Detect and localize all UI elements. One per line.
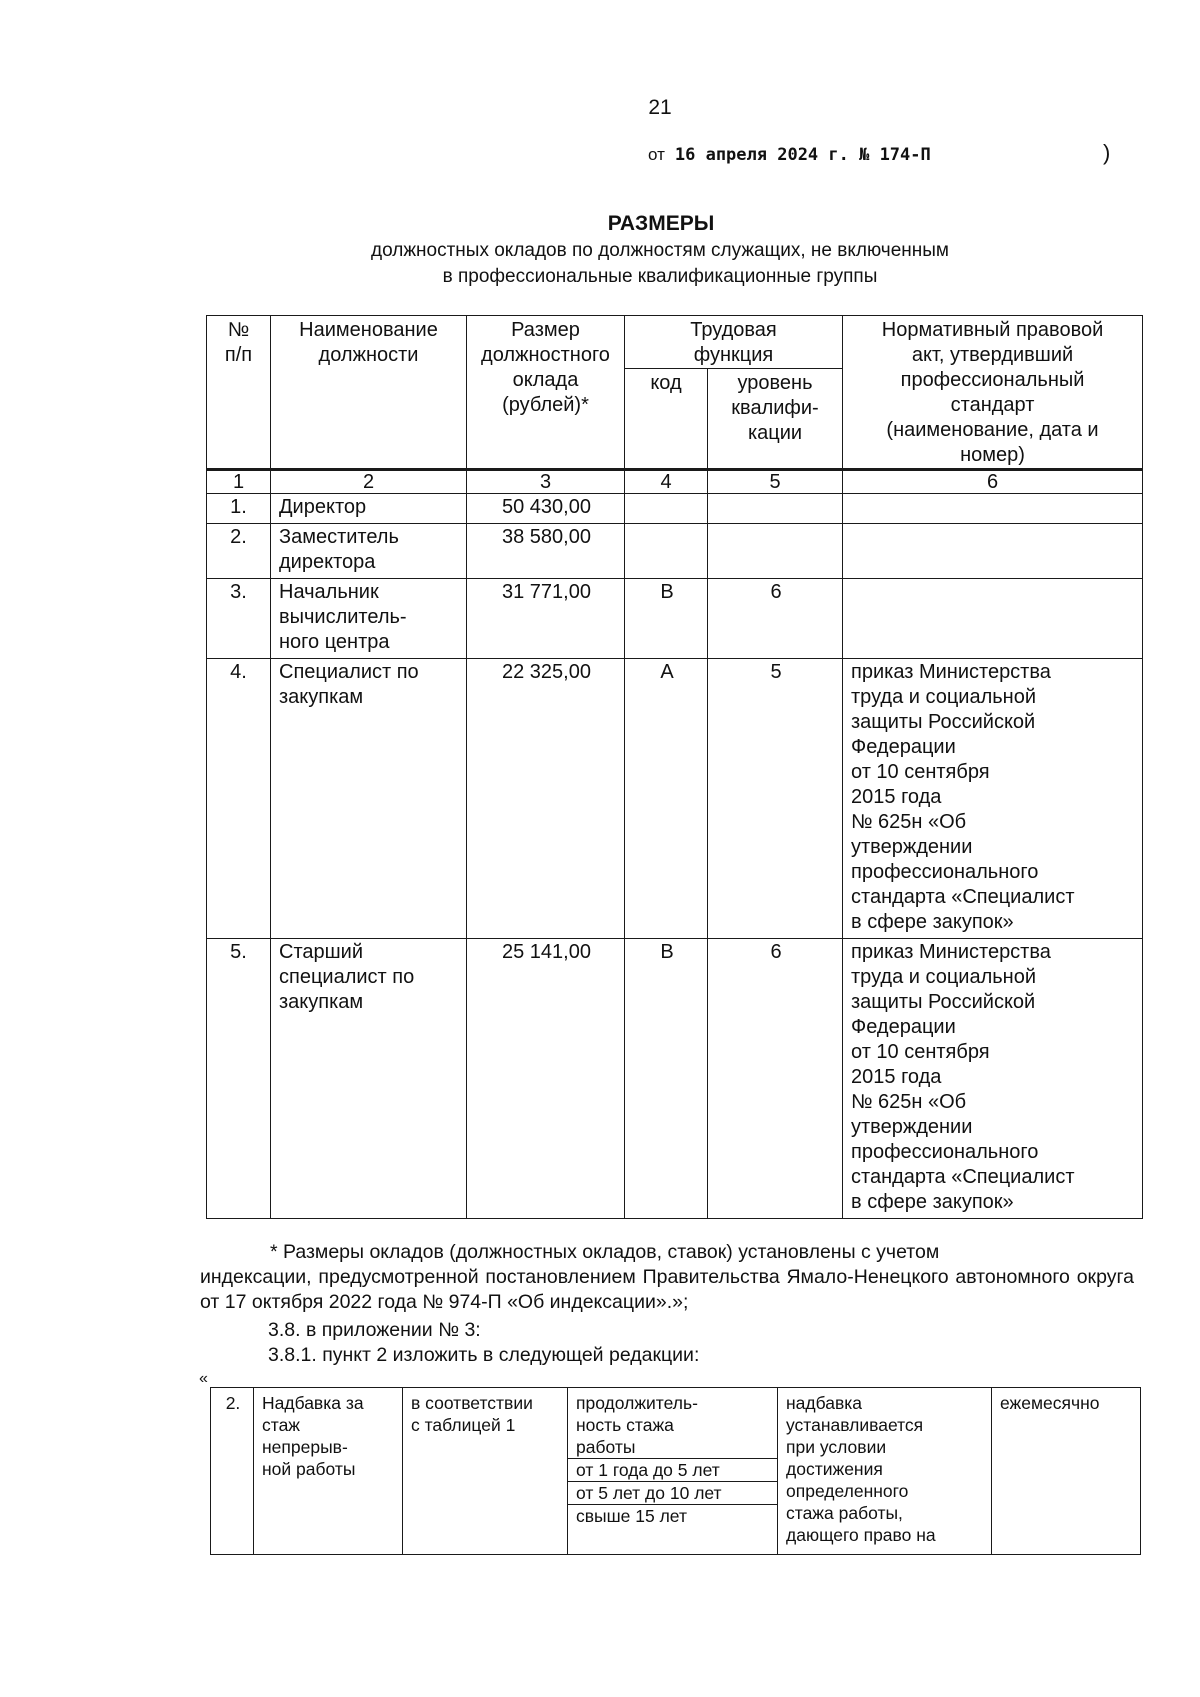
cell-line: профессионального [851, 861, 1039, 883]
row-code: А [625, 659, 708, 939]
header-text: Наименование [299, 319, 438, 341]
cell-line: ного центра [279, 631, 390, 653]
header-text: Трудовая [690, 319, 777, 341]
cell-line: стажа работы, [786, 1503, 903, 1523]
row-level: 6 [708, 939, 843, 1219]
allowance-frequency: ежемесячно [992, 1388, 1141, 1555]
cell-line: стандарта «Специалист [851, 886, 1075, 908]
header-code [625, 369, 708, 470]
cell-line: труда и социальной [851, 966, 1037, 988]
column-number-row [207, 470, 1143, 494]
cell-line: приказ Министерства [851, 941, 1051, 963]
cell-line: приказ Министерства [851, 661, 1051, 683]
cell-line: утверждении [851, 836, 973, 858]
row-act [843, 524, 1143, 579]
cell-line: при условии [786, 1437, 887, 1457]
row-num: 4. [207, 659, 271, 939]
closing-paren: ) [1103, 140, 1111, 165]
header-salary [467, 316, 625, 470]
cell-line: защиты Российской [851, 991, 1036, 1013]
cell-line: от 10 сентября [851, 761, 990, 783]
row-salary: 25 141,00 [467, 939, 625, 1219]
clause-3-8-1: 3.8.1. пункт 2 изложить в следующей редакции: [268, 1344, 700, 1366]
duration-range: от 5 лет до 10 лет [568, 1481, 777, 1504]
row-level [708, 524, 843, 579]
column-number: 4 [625, 470, 708, 494]
cell-line: определенного [786, 1481, 909, 1501]
document-title: РАЗМЕРЫ [607, 212, 715, 235]
header-text: должности [318, 344, 419, 366]
header-function [625, 316, 843, 369]
order-prefix: от [648, 145, 665, 164]
cell-line: в сфере закупок» [851, 1191, 1014, 1213]
row-num: 5. [207, 939, 271, 1219]
header-text: п/п [224, 344, 253, 366]
cell-line: с таблицей 1 [411, 1415, 516, 1435]
footnote-line: автономного округа от 17 октября 2022 года № 974-П «Об индексации».»; [200, 1266, 1134, 1313]
cell-line: стаж [262, 1415, 301, 1435]
column-number: 5 [708, 470, 843, 494]
cell-line: Начальник [279, 581, 379, 603]
header-text: стандарт [950, 394, 1035, 416]
header-text: номер) [960, 444, 1025, 466]
header-text: кации [747, 422, 803, 444]
header-text: оклада [512, 369, 579, 391]
row-num: 3. [207, 579, 271, 659]
row-num: 2. [207, 524, 271, 579]
header-text: Размер [511, 319, 580, 341]
footnote-line: индексации, предусмотренной постановлением Правительства Ямало-Ненецкого [200, 1266, 949, 1288]
row-level: 5 [708, 659, 843, 939]
table-row [207, 659, 1143, 939]
allowance-basis [403, 1388, 568, 1555]
clause-3-8: 3.8. в приложении № 3: [268, 1319, 481, 1341]
row-position [271, 659, 467, 939]
cell-line: стандарта «Специалист [851, 1166, 1075, 1188]
cell-line: вычислитель- [279, 606, 407, 628]
order-number: 16 апреля 2024 г. № 174-П [674, 145, 931, 165]
cell-line: Старший [279, 941, 364, 963]
header-act [843, 316, 1143, 470]
header-text: должностного [481, 344, 610, 366]
cell-line: от 10 сентября [851, 1041, 990, 1063]
cell-line: закупкам [279, 991, 364, 1013]
cell-line: труда и социальной [851, 686, 1037, 708]
cell-line: достижения [786, 1459, 883, 1479]
table-header-row [207, 316, 1143, 369]
cell-line: Федерации [851, 1016, 956, 1038]
row-act [843, 659, 1143, 939]
cell-line: ной работы [262, 1459, 356, 1479]
table-row [207, 524, 1143, 579]
cell-line: непрерыв- [262, 1437, 348, 1457]
header-level [708, 369, 843, 470]
header-text: уровень [737, 372, 813, 394]
document-subtitle [0, 238, 1200, 290]
header-name [271, 316, 467, 470]
cell-line: продолжитель- [576, 1393, 698, 1413]
header-text: акт, утвердивший [911, 344, 1074, 366]
cell-line: Заместитель [279, 526, 399, 548]
cell-line: дающего право на [786, 1525, 936, 1545]
row-code: В [625, 939, 708, 1219]
table-row [207, 939, 1143, 1219]
row-code: В [625, 579, 708, 659]
duration-range: свыше 15 лет [568, 1504, 777, 1527]
cell-line: в соответствии [411, 1393, 533, 1413]
footnote-line: * Размеры окладов (должностных окладов, ставок) установлены с учетом [270, 1241, 940, 1263]
column-number: 2 [271, 470, 467, 494]
cell-line: Директор [279, 496, 367, 518]
cell-line: Надбавка за [262, 1393, 364, 1413]
row-position [271, 494, 467, 524]
header-num [207, 316, 271, 470]
header-text: профессиональный [900, 369, 1085, 391]
cell-line: № 625н «Об [851, 1091, 967, 1113]
column-number: 3 [467, 470, 625, 494]
row-act [843, 494, 1143, 524]
salary-table [206, 315, 1143, 1219]
row-salary: 50 430,00 [467, 494, 625, 524]
header-text: квалифи- [731, 397, 819, 419]
table-row [207, 494, 1143, 524]
row-level [708, 494, 843, 524]
row-position [271, 579, 467, 659]
row-num: 1. [207, 494, 271, 524]
cell-line: надбавка [786, 1393, 863, 1413]
row-act [843, 939, 1143, 1219]
row-code [625, 494, 708, 524]
cell-line: № 625н «Об [851, 811, 967, 833]
cell-line: директора [279, 551, 376, 573]
row-level: 6 [708, 579, 843, 659]
header-text: № [227, 319, 250, 341]
cell-line: Федерации [851, 736, 956, 758]
header-text: функция [693, 344, 774, 366]
cell-line: в сфере закупок» [851, 911, 1014, 933]
row-code [625, 524, 708, 579]
cell-line: работы [576, 1437, 636, 1457]
cell-line: утверждении [851, 1116, 973, 1138]
table-row [211, 1388, 1141, 1555]
column-number: 1 [207, 470, 271, 494]
cell-line: ность стажа [576, 1415, 674, 1435]
header-text: Нормативный правовой [881, 319, 1104, 341]
cell-line: защиты Российской [851, 711, 1036, 733]
row-act [843, 579, 1143, 659]
cell-line: профессионального [851, 1141, 1039, 1163]
subtitle-line: в профессиональные квалификационные группы [442, 266, 878, 287]
cell-line: устанавливается [786, 1415, 924, 1435]
allowance-table [210, 1387, 1141, 1555]
opening-quote: « [199, 1370, 208, 1387]
table-row [207, 579, 1143, 659]
row-salary: 31 771,00 [467, 579, 625, 659]
cell-line: 2015 года [851, 1066, 942, 1088]
footnote [200, 1240, 1134, 1315]
cell-line: 2015 года [851, 786, 942, 808]
cell-line: Специалист по [279, 661, 419, 683]
row-position [271, 939, 467, 1219]
subtitle-line: должностных окладов по должностям служащих, не включенным [371, 240, 949, 261]
column-number: 6 [843, 470, 1143, 494]
row-salary: 38 580,00 [467, 524, 625, 579]
row-position [271, 524, 467, 579]
allowance-name [254, 1388, 403, 1555]
allowance-condition [778, 1388, 992, 1555]
header-text: (рублей)* [502, 394, 589, 416]
header-text: (наименование, дата и [886, 419, 1099, 441]
page-number: 21 [648, 96, 672, 119]
order-reference [648, 144, 931, 165]
row-num: 2. [211, 1388, 254, 1555]
header-text: код [650, 372, 682, 394]
allowance-duration [568, 1388, 778, 1555]
duration-range: от 1 года до 5 лет [568, 1458, 777, 1481]
cell-line: специалист по [279, 966, 415, 988]
row-salary: 22 325,00 [467, 659, 625, 939]
cell-line: закупкам [279, 686, 364, 708]
